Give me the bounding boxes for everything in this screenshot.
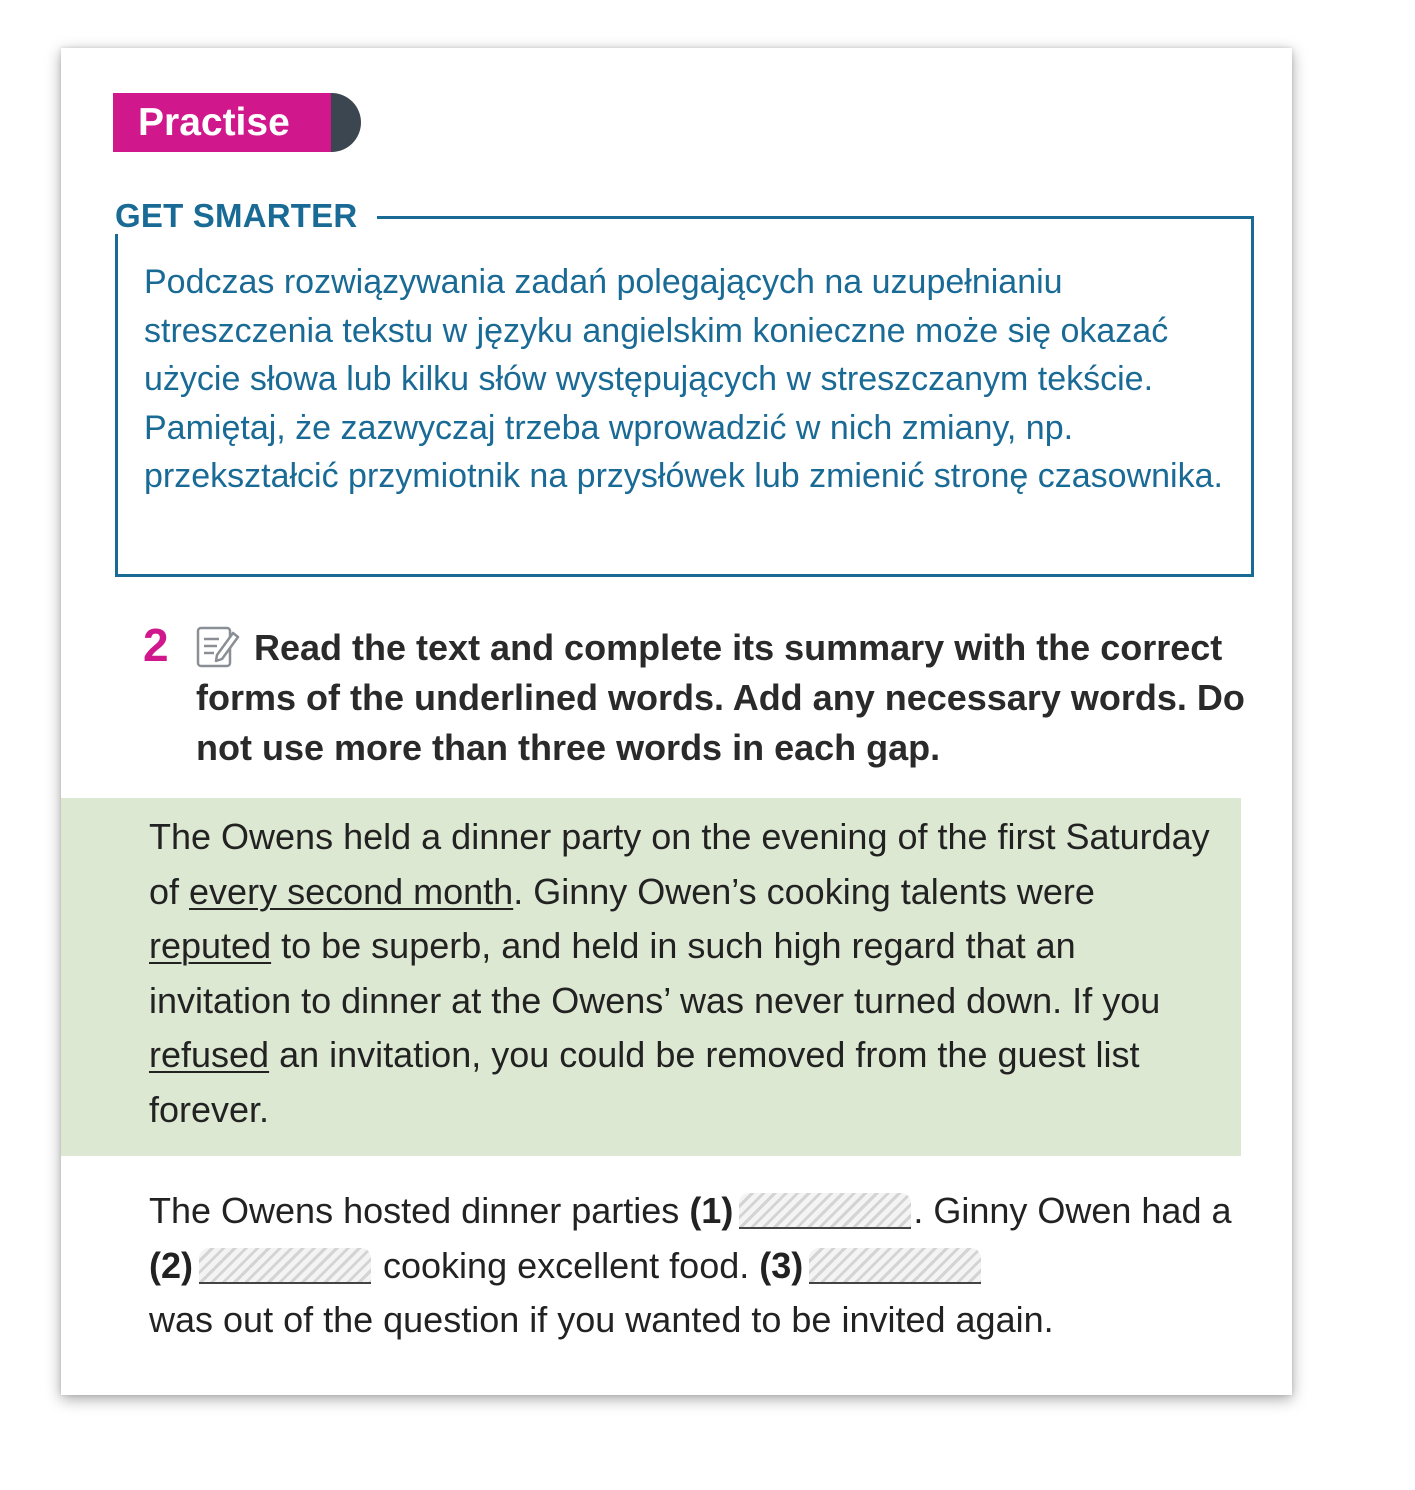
answer-gap-1[interactable]: [739, 1193, 911, 1229]
underlined-word: reputed: [149, 925, 272, 966]
get-smarter-text: Podczas rozwiązywania zadań polegających na uzupełnianiu streszczenia tekstu w języku angielskim konieczne może się okazać użycie słowa lub kilku słów występujących w streszczanym tekście. Pamiętaj, że zazwyczaj trzeba wprowadzić w nich zmiany, np. przekształcić przymiotnik na przysłówek lub zmienić stronę czasownika.: [144, 263, 1223, 495]
summary-segment: was out of the question if you wanted to be invited again.: [149, 1299, 1054, 1340]
passage-segment: an invitation, you could be removed from the guest list forever.: [149, 1034, 1140, 1130]
summary-text: [149, 1184, 1249, 1348]
underlined-word: refused: [149, 1034, 270, 1075]
passage-segment: . Ginny Owen’s cooking talents were: [513, 870, 1095, 912]
practise-label: Practise: [113, 93, 331, 152]
gap-number: (2): [149, 1244, 193, 1286]
underlined-word: every second month: [189, 870, 514, 912]
practise-tab-tip: [331, 93, 361, 152]
answer-gap-3[interactable]: [809, 1248, 981, 1284]
task-instruction: Read the text and complete its summary with the correct forms of the underlined words. Add any necessary words. Do not use more than three words in each gap.: [196, 627, 1245, 768]
get-smarter-title: GET SMARTER: [115, 198, 377, 234]
gap-number: (1): [689, 1190, 734, 1231]
gap-number: (3): [759, 1244, 804, 1286]
reading-passage: [61, 798, 1241, 1156]
summary-segment: . Ginny Owen had a: [913, 1190, 1232, 1231]
passage-text: [149, 810, 1219, 1137]
passage-segment: The Owens held a dinner party on the evening of the first Saturday of: [149, 816, 1210, 912]
answer-gap-2[interactable]: [199, 1248, 371, 1284]
summary-segment: The Owens hosted dinner parties: [149, 1190, 690, 1231]
practise-tab: [113, 93, 361, 152]
passage-segment: to be superb, and held in such high regard that an invitation to dinner at the Owens’ was never turned down. If you: [149, 925, 1161, 1021]
task-number: 2: [143, 619, 169, 671]
exercise-card: [61, 48, 1292, 1395]
summary-segment: cooking excellent food.: [373, 1244, 760, 1286]
